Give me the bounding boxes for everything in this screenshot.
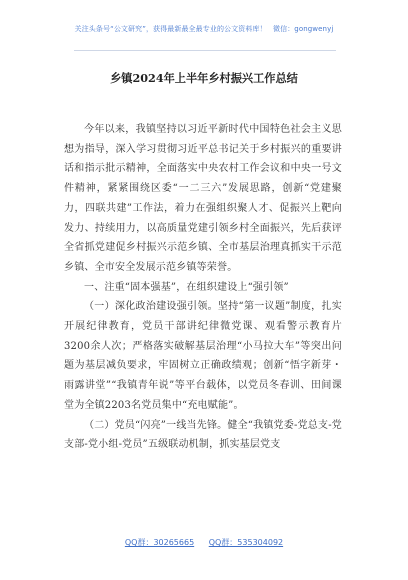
footer-qq-groups — [0, 537, 408, 548]
document-title: 乡镇2024年上半年乡村振兴工作总结 — [110, 71, 298, 85]
promo-text: 关注头条号“公文研究”，获得最新最全最专业的公文资料库！ — [74, 25, 267, 33]
qq-group-1[interactable]: QQ群：30265665 — [124, 538, 195, 547]
header-banner — [0, 24, 408, 34]
section-heading: 一、注重“固本强基”，在组织建设上“强引领” — [84, 281, 289, 293]
paragraph-political: （一）深化政治建设强引领。坚持“第一议题”制度，扎实开展纪律教育，党员干部讲纪律微党课、观看警示教育片3200余人次；严格落实破解基层治理“小马拉大车”等突出问题为基层减负要求，牢固树立正确政绩观；创新“悟字新芽・雨露讲堂”“我镇青年说”等平台载体，以党员冬春训、田间课堂为全镇2203名党员集中“充电赋能”。 — [64, 301, 342, 411]
paragraph-intro: 今年以来，我镇坚持以习近平新时代中国特色社会主义思想为指导，深入学习贯彻习近平总书记关于乡村振兴的重要讲话和指示批示精神，全面落实中央农村工作会议和中央一号文件精神，紧紧围绕区委“一二三六”发展思路，创新“党建聚力，四联共建”工作法，着力在强组织聚人才、促振兴上靶向发力、持续用力，以高质量党建引领乡村全面振兴，先后获评全省抓党建促乡村振兴示范乡镇、全市基层治理真抓实干示范乡镇、全市安全发展示范乡镇等荣誉。 — [64, 124, 342, 273]
header-divider — [74, 50, 336, 51]
qq-group-2[interactable]: QQ群：535304092 — [208, 538, 284, 547]
wechat-text: 微信：gongwenyj — [273, 25, 334, 33]
paragraph-party-members: （二）党员“闪亮”一线当先锋。健全“我镇党委-党总支-党支部-党小组-党员”五级联动机制，抓实基层党支 — [64, 419, 342, 451]
document-body — [64, 120, 342, 455]
